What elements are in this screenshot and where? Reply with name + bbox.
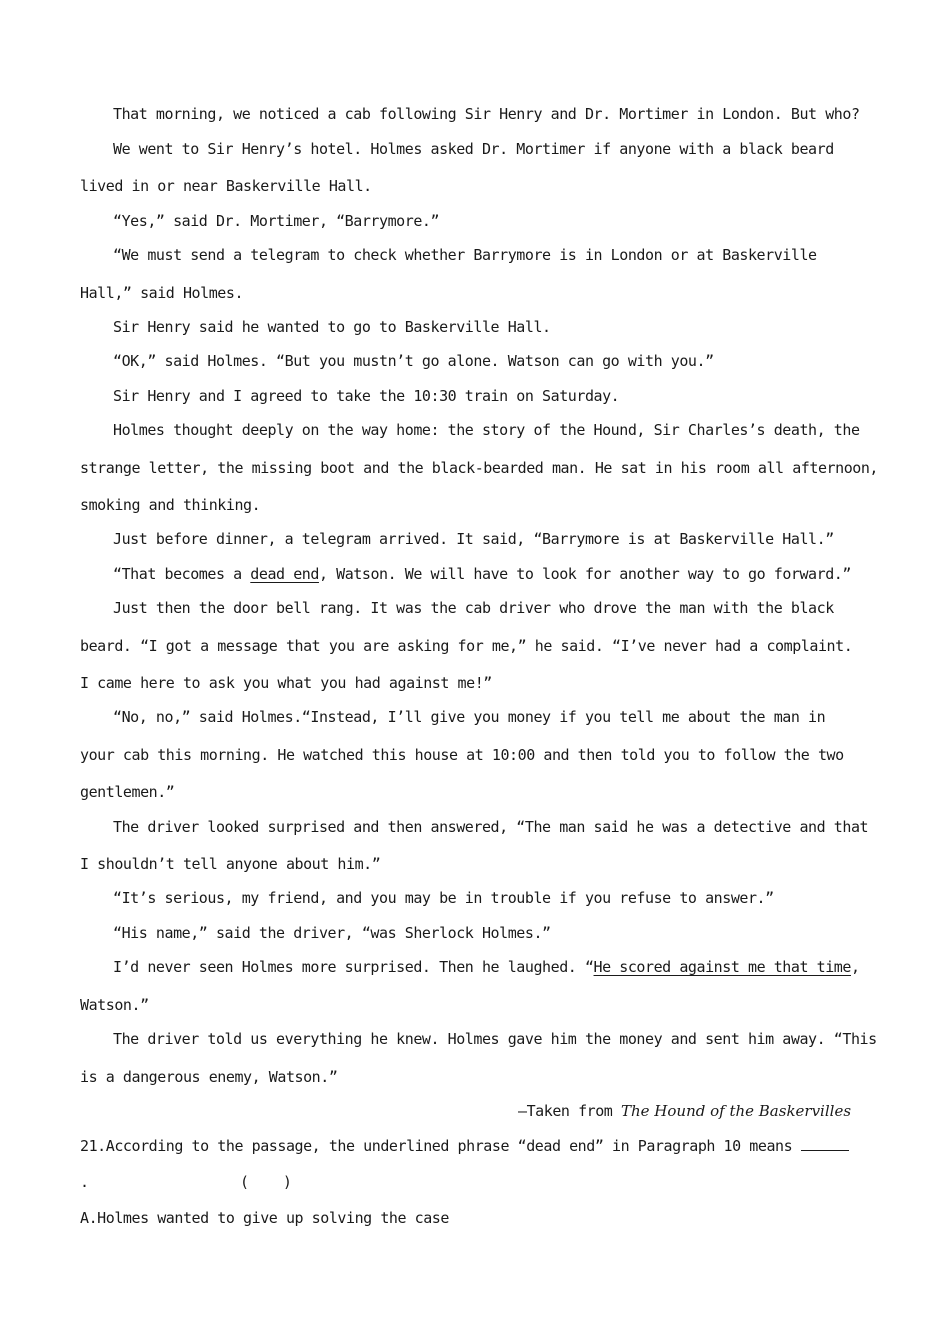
paragraph-16-line-1 bbox=[113, 958, 860, 976]
paragraph-11-line-1: Just then the door bell rang. It was the cab driver who drove the man with the black bbox=[113, 599, 834, 617]
paragraph-9: Just before dinner, a telegram arrived. It said, “Barrymore is at Baskerville Hall.” bbox=[113, 530, 834, 548]
paragraph-8-line-1: Holmes thought deeply on the way home: the story of the Hound, Sir Charles’s death, the bbox=[113, 421, 860, 439]
paragraph-11-line-2: beard. “I got a message that you are asking for me,” he said. “I’ve never had a complaint. bbox=[80, 637, 853, 655]
underlined-sentence: He scored against me that time bbox=[593, 958, 851, 976]
answer-bracket: ( ) bbox=[240, 1173, 292, 1191]
answer-blank bbox=[801, 1138, 849, 1151]
paragraph-16-line-2: Watson.” bbox=[80, 996, 149, 1014]
paragraph-17-line-1: The driver told us everything he knew. Holmes gave him the money and sent him away. “This bbox=[113, 1030, 877, 1048]
paragraph-16-pre: I’d never seen Holmes more surprised. Then he laughed. “ bbox=[113, 958, 594, 976]
source-citation bbox=[518, 1102, 851, 1120]
paragraph-7: Sir Henry and I agreed to take the 10:30 train on Saturday. bbox=[113, 387, 620, 405]
paragraph-10-post: , Watson. We will have to look for another way to go forward.” bbox=[318, 565, 851, 583]
paragraph-12-line-1: “No, no,” said Holmes.“Instead, I’ll give you money if you tell me about the man in bbox=[113, 708, 826, 726]
underlined-phrase-dead-end: dead end bbox=[250, 565, 319, 583]
question-stem-text: 21.According to the passage, the underlined phrase “dead end” in Paragraph 10 means bbox=[80, 1137, 801, 1155]
source-title: The Hound of the Baskervilles bbox=[620, 1102, 852, 1120]
paragraph-3: “Yes,” said Dr. Mortimer, “Barrymore.” bbox=[113, 212, 440, 230]
paragraph-2-line-2: lived in or near Baskerville Hall. bbox=[80, 177, 372, 195]
paragraph-1: That morning, we noticed a cab following Sir Henry and Dr. Mortimer in London. But who? bbox=[113, 105, 860, 123]
paragraph-15: “His name,” said the driver, “was Sherlock Holmes.” bbox=[113, 924, 551, 942]
paragraph-12-line-3: gentlemen.” bbox=[80, 783, 175, 801]
paragraph-4-line-2: Hall,” said Holmes. bbox=[80, 284, 244, 302]
paragraph-12-line-2: your cab this morning. He watched this house at 10:00 and then told you to follow the two bbox=[80, 746, 844, 764]
paragraph-8-line-3: smoking and thinking. bbox=[80, 496, 261, 514]
paragraph-14: “It’s serious, my friend, and you may be in trouble if you refuse to answer.” bbox=[113, 889, 774, 907]
question-period: . bbox=[80, 1173, 89, 1191]
paragraph-4-line-1: “We must send a telegram to check whether Barrymore is in London or at Baskerville bbox=[113, 246, 817, 264]
paragraph-10-pre: “That becomes a bbox=[113, 565, 251, 583]
paragraph-11-line-3: I came here to ask you what you had against me!” bbox=[80, 674, 492, 692]
paragraph-16-post: , bbox=[850, 958, 860, 976]
option-a: A.Holmes wanted to give up solving the case bbox=[80, 1209, 449, 1227]
paragraph-6: “OK,” said Holmes. “But you mustn’t go alone. Watson can go with you.” bbox=[113, 352, 714, 370]
paragraph-8-line-2: strange letter, the missing boot and the black-bearded man. He sat in his room all afternoon, bbox=[80, 459, 879, 477]
paragraph-10 bbox=[113, 565, 851, 583]
question-21-stem bbox=[80, 1137, 849, 1155]
paragraph-13-line-1: The driver looked surprised and then answered, “The man said he was a detective and that bbox=[113, 818, 869, 836]
paragraph-13-line-2: I shouldn’t tell anyone about him.” bbox=[80, 855, 381, 873]
source-prefix: —Taken from bbox=[518, 1102, 621, 1120]
paragraph-2-line-1: We went to Sir Henry’s hotel. Holmes asked Dr. Mortimer if anyone with a black beard bbox=[113, 140, 834, 158]
paragraph-5: Sir Henry said he wanted to go to Baskerville Hall. bbox=[113, 318, 551, 336]
paragraph-17-line-2: is a dangerous enemy, Watson.” bbox=[80, 1068, 338, 1086]
